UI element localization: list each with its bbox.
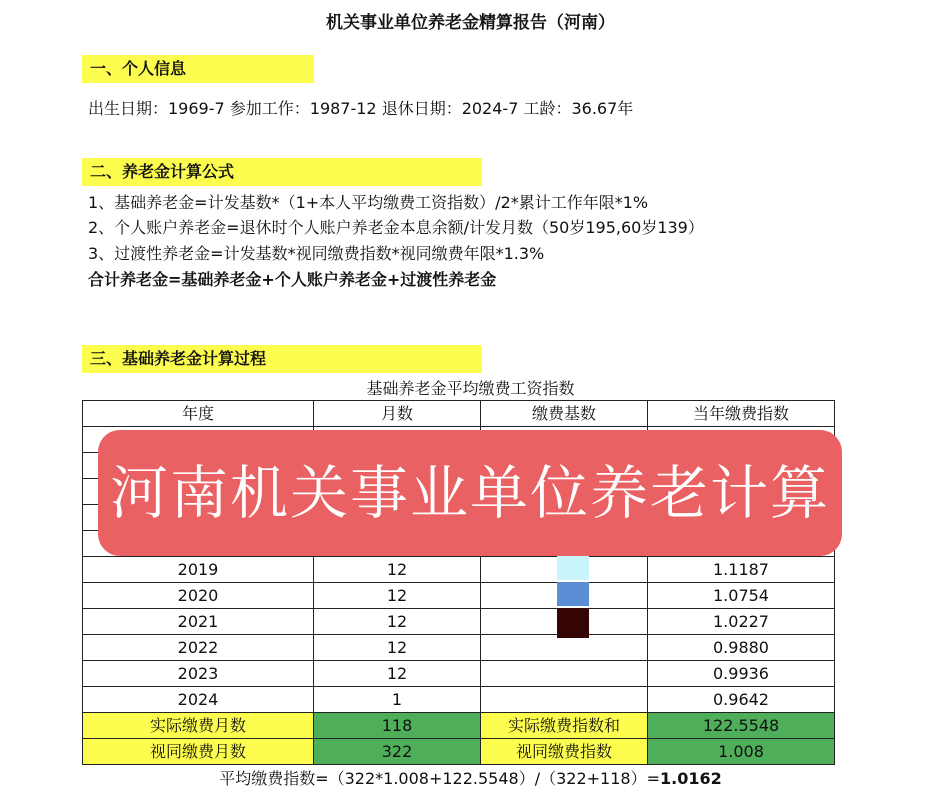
cell-year: 2023 xyxy=(83,661,314,687)
section-formula-heading: 二、养老金计算公式 xyxy=(82,158,482,186)
cell-base xyxy=(481,635,648,661)
column-header-year: 年度 xyxy=(83,401,314,427)
table-row xyxy=(83,661,835,687)
cell-base xyxy=(481,687,648,713)
table-caption: 基础养老金平均缴费工资指数 xyxy=(366,379,575,398)
deemed-months-label: 视同缴费月数 xyxy=(83,739,314,765)
cell-year: 2022 xyxy=(83,635,314,661)
table-row xyxy=(83,687,835,713)
cell-months: 1 xyxy=(314,687,481,713)
cell-months: 12 xyxy=(314,609,481,635)
deemed-index-value: 1.008 xyxy=(648,739,835,765)
cell-months: 12 xyxy=(314,635,481,661)
column-header-base: 缴费基数 xyxy=(481,401,648,427)
cell-index: 1.0754 xyxy=(648,583,835,609)
cell-months: 12 xyxy=(314,557,481,583)
actual-index-sum-label: 实际缴费指数和 xyxy=(481,713,648,739)
cell-index: 1.0227 xyxy=(648,609,835,635)
table-header-row xyxy=(83,401,835,427)
formula-line-1: 1、基础养老金=计发基数*（1+本人平均缴费工资指数）/2*累计工作年限*1% xyxy=(88,193,649,212)
color-swatch-dark-red xyxy=(557,608,589,638)
actual-index-sum-value: 122.5548 xyxy=(648,713,835,739)
cell-index: 0.9936 xyxy=(648,661,835,687)
table-row xyxy=(83,609,835,635)
deemed-months-value: 322 xyxy=(314,739,481,765)
deemed-index-label: 视同缴费指数 xyxy=(481,739,648,765)
cell-year: 2024 xyxy=(83,687,314,713)
cell-months: 12 xyxy=(314,661,481,687)
cell-index: 0.9880 xyxy=(648,635,835,661)
title-banner-overlay: 河南机关事业单位养老计算 xyxy=(98,430,842,556)
formula-line-2: 2、个人账户养老金=退休时个人账户养老金本息余额/计发月数（50岁195,60岁139） xyxy=(88,218,704,237)
formula-total: 合计养老金=基础养老金+个人账户养老金+过渡性养老金 xyxy=(88,270,497,289)
cell-year: 2019 xyxy=(83,557,314,583)
actual-months-value: 118 xyxy=(314,713,481,739)
formula-line-3: 3、过渡性养老金=计发基数*视同缴费指数*视同缴费年限*1.3% xyxy=(88,244,545,263)
cell-base xyxy=(481,661,648,687)
cell-year: 2021 xyxy=(83,609,314,635)
section-personal-info-heading: 一、个人信息 xyxy=(82,55,314,83)
summary-row-deemed xyxy=(83,739,835,765)
average-index-formula xyxy=(0,766,941,789)
cell-index: 1.1187 xyxy=(648,557,835,583)
color-swatch-blue xyxy=(557,582,589,606)
column-header-index: 当年缴费指数 xyxy=(648,401,835,427)
color-swatch-light-blue xyxy=(557,556,589,580)
section-calculation-heading: 三、基础养老金计算过程 xyxy=(82,345,482,373)
cell-year: 2020 xyxy=(83,583,314,609)
average-index-result: 1.0162 xyxy=(660,769,722,788)
summary-row-actual xyxy=(83,713,835,739)
table-row xyxy=(83,635,835,661)
personal-info-line: 出生日期：1969-7 参加工作：1987-12 退休日期：2024-7 工龄：36.67年 xyxy=(88,99,634,118)
table-row xyxy=(83,583,835,609)
actual-months-label: 实际缴费月数 xyxy=(83,713,314,739)
table-row xyxy=(83,557,835,583)
report-title: 机关事业单位养老金精算报告（河南） xyxy=(326,13,615,33)
column-header-months: 月数 xyxy=(314,401,481,427)
average-index-formula-text: 平均缴费指数=（322*1.008+122.5548）/（322+118）= xyxy=(219,769,661,788)
cell-months: 12 xyxy=(314,583,481,609)
cell-index: 0.9642 xyxy=(648,687,835,713)
